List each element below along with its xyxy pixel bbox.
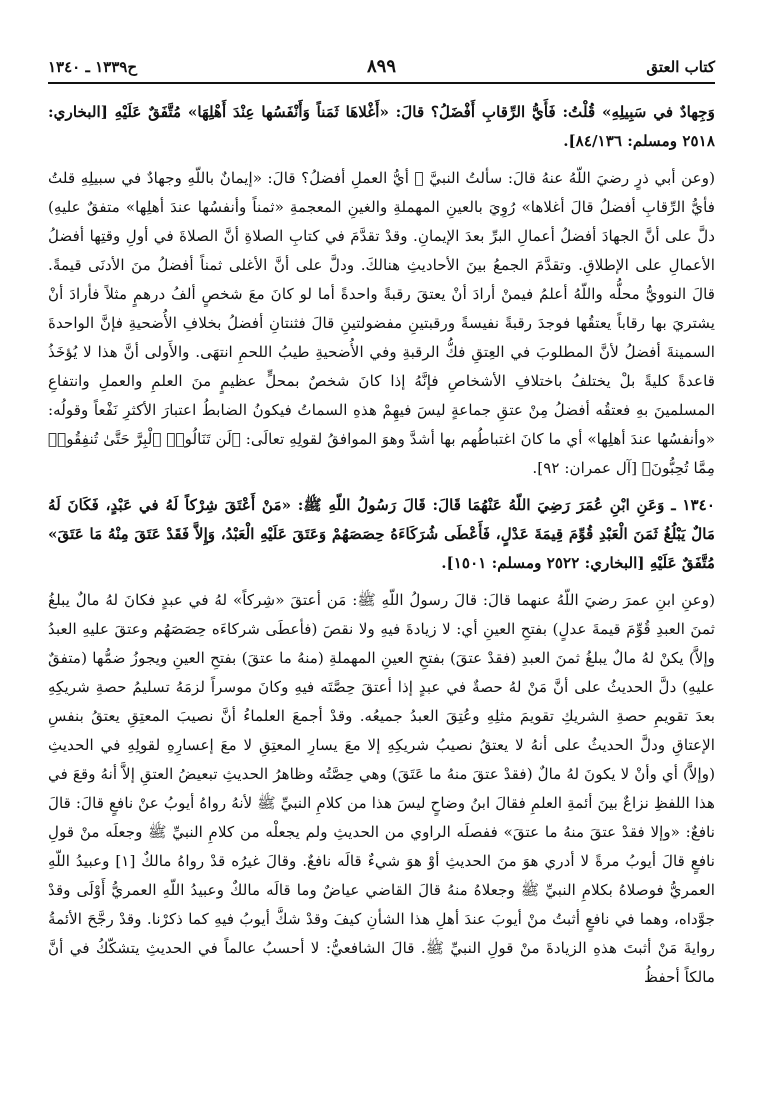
page-number: ٨٩٩	[366, 56, 397, 77]
commentary-paragraph: (وعنِ ابنِ عمرَ رضيَ اللّهُ عنهما قالَ: قالَ رسولُ اللّهِ ﷺ: مَن أعتقَ «شِركاً» لهُ في عبدٍ فكانَ لهُ مالٌ يبلغُ ثمنَ العبدِ قُوِّمَ قيمةَ عدلٍ) بفتحِ العينِ أي: لا زيادةَ فيهِ ولا نقصَ (فأعطَى شركاءَه حِصَصَهُم وعتقَ عليهِ العبدُ وإلاَّ) يكنْ لهُ مالٌ يبلغُ ثمنَ العبدِ (فقدْ عتقَ) بفتحِ العينِ المهملةِ (منهُ ما عتقَ) بفتحِ العينِ ويجوزُ ضمُّها (متفقٌ عليهِ) دلَّ الحديثُ على أنَّ مَنْ لهُ حصةٌ في عبدٍ إذا أعتقَ حِصَّتَه فيهِ وكانَ موسراً لزمَهُ تسليمُ حصةِ شريكِهِ بعدَ تقويمِ حصةِ الشريكِ تقويمَ مثلِهِ وعُتِقَ العبدُ جميعُه. وقدْ أجمعَ العلماءُ أنَّ نصيبَ المعتِقِ يعتقُ بنفسِ الإعتاقِ ودلَّ الحديثُ على أنهُ لا يعتقُ نصيبُ شريكِهِ إلا معَ يسارِ المعتِقِ لا معَ إعسارِهِ لقولِهِ في الحديثِ (وإلاَّ) أي وأنْ لا يكونَ لهُ مالٌ (فقدْ عتقَ منهُ ما عَتَقَ) وهي حِصَّتُه وظاهرُ الحديثِ تبعيضُ العتقِ إلاَّ أنهُ وقعَ في هذا اللفظِ نزاعٌ بينَ أئمةِ العلمِ فقالَ ابنُ وضاحٍ ليسَ هذا من كلامِ النبيِّ ﷺ لأنهُ رواهُ أيوبُ عنْ نافعٍ قالَ: قالَ نافعٌ: «وإلا فقدْ عتقَ منهُ ما عتقَ» ففصلَه الراوي من الحديثِ ولم يجعلْه من كلامِ النبيِّ ﷺ وجعلَه منْ قولِ نافعٍ قالَ أيوبُ مرةً لا أدري هوَ منَ الحديثِ أوْ هوَ شيءٌ قالَه نافعٌ. وقالَ غيرُه قدْ رواهُ مالكٌ [١] وعبيدُ اللّهِ العمريُّ فوصلاهُ بكلامِ النبيِّ ﷺ وجعلاهُ منهُ قالَ القاضي عياضٌ وما قالَه مالكٌ وعبيدُ اللّهِ العمريُّ أَوْلَى وقدْ جوَّداه، وهما في نافعٍ أثبتُ منْ أيوبَ عندَ أهلِ هذا الشأنِ كيفَ وقدْ شكَّ أيوبُ فيهِ كما ذكرْنا. وقدْ رجَّحَ الأئمةُ روايةَ مَنْ أثبتَ هذهِ الزيادةَ منْ قولِ النبيِّ ﷺ. قالَ الشافعيُّ: لا أحسبُ عالماً في الحديثِ يتشكّكُ في أنَّ مالكاً أحفظُ	[48, 591, 715, 986]
hadith-text-1340: ١٣٤٠ ـ وَعَنِ ابْنِ عُمَرَ رَضِيَ اللّهُ عَنْهُمَا قَالَ: قَالَ رَسُولُ اللّهِ ﷺ: «مَنْ أَعْتَقَ شِرْكاً لَهُ في عَبْدٍ، فَكَانَ لَهُ مَالٌ يَبْلُغُ ثَمَنَ الْعَبْدِ قُوِّمَ قِيمَةَ عَدْلٍ، فَأَعْطَى شُرَكَاءَهُ حِصَصَهُمْ وَعَتَقَ عَلَيْهِ الْعَبْدُ، وَإِلاَّ فَقَدْ عَتَقَ مِنْهُ مَا عَتَقَ» مُتَّفَقٌ عَلَيْهِ [البخاري: ٢٥٢٢ ومسلم: ١٥٠١].	[48, 496, 715, 572]
book-title: كتاب العتق	[646, 58, 715, 76]
hadith-text-continued: وَجِهادٌ في سَبِيلِهِ» قُلْتُ: فَأَيُّ الرِّقابِ أَفْضَلُ؟ قالَ: «أَغْلاهَا ثَمَناً وَأَنْفَسُها عِنْدَ أَهْلِهَا» مُتَّفَقٌ عَلَيْهِ [البخاري: ٢٥١٨ ومسلم: ٨٤/١٣٦].	[48, 103, 715, 150]
commentary-paragraph: (وعن أبي ذرٍ رضيَ اللّهُ عنهُ قالَ: سألتُ النبيَّ ﷺ أيُّ العملِ أفضلُ؟ قالَ: «إيمانٌ باللّهِ وجهادٌ في سبيلِهِ قلتُ فأيُّ الرِّقابِ أفضلُ قالَ أغلاها» رُوِيَ بالعينِ المهملةِ والغينِ المعجمةِ «ثمناً وأنفسُها عندَ أهلِها» متفقٌ عليهِ) دلَّ على أنَّ الجهادَ أفضلُ أعمالِ البرِّ بعدَ الإيمانِ. وقدْ تقدَّمَ في كتابِ الصلاةِ أنَّ الصلاةَ في أولِ وقتِها أفضلُ الأعمالِ على الإطلاقِ. وتقدَّمَ الجمعُ بينَ الأحاديثِ هنالكَ. ودلَّ على أنَّ الأغلى ثمناً أفضلُ منَ الأدنَى قيمةً. قالَ النوويُّ محلُّه واللّهُ أعلمُ فيمنْ أرادَ أنْ يعتقَ رقبةً واحدةً أما لو كانَ معَ شخصٍ ألفُ درهمٍ مثلاً فأرادَ أنْ يشتريَ بها رقاباً يعتقُها فوجدَ رقبةً نفيسةً ورقبتينِ مفضولتينِ قالَ فثنتانِ أفضلُ بخلافِ الأُضحيةِ فإنَّ الواحدةَ السمينةَ أفضلُ لأنَّ المطلوبَ في العِتقِ فكُّ الرقبةِ وفي الأُضحيةِ طيبُ اللحمِ انتهَى. والأَولى أنَّ هذا لا يُؤخَذُ قاعدةً كليةً بلْ يختلفُ باختلافِ الأشخاصِ فإنَّهُ إذا كانَ شخصٌ بمحلٍّ عظيمٍ منَ العلمِ والعملِ وانتفاعِ المسلمينَ بهِ فعتقُه أفضلُ مِنْ عتقِ جماعةٍ ليسَ فيهِمْ هذهِ السماتُ فيكونُ الضابطُ اعتبارَ الأكثرِ نَفْعاً وقولُه: «وأنفسُها عندَ أهلِها» أي ما كانَ اغتباطُهم بها أشدَّ وهوَ الموافقُ لقولِهِ تعالَى: ﴿لَن تَنَالُوا۟ ٱلْبِرَّ حَتَّىٰ تُنفِقُوا۟ مِمَّا تُحِبُّونَ﴾ [آل عمران: ٩٢].	[48, 169, 715, 477]
hadith-range: ح١٣٣٩ ـ ١٣٤٠	[48, 58, 137, 76]
document-page	[48, 56, 715, 1096]
page-body	[48, 98, 715, 992]
page-header	[48, 56, 715, 84]
